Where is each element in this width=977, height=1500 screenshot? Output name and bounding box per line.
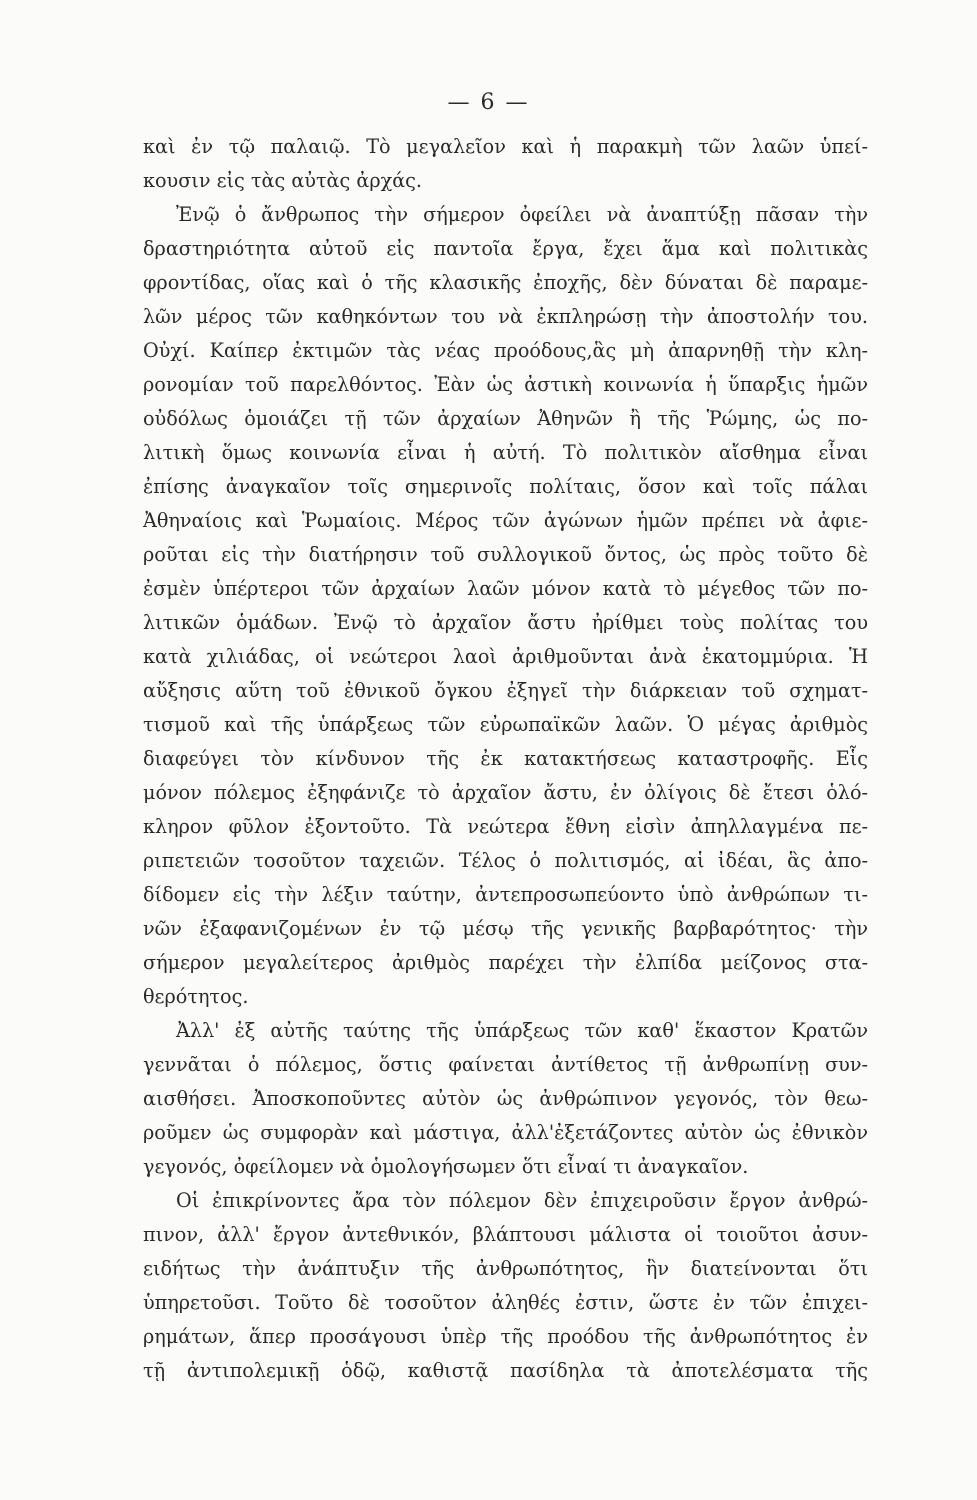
- text-line: κατὰ χιλιάδας, οἱ νεώτεροι λαοὶ ἀριθμοῦνται ἀνὰ ἑκατομμύρια. Ἡ: [143, 645, 868, 668]
- text-line: Οὐχί. Καίπερ ἐκτιμῶν τὰς νέας προόδους,ἃς μὴ ἀπαρνηθῇ τὴν κλη-: [143, 339, 868, 362]
- text-line: τῇ ἀντιπολεμικῇ ὁδῷ, καθιστᾷ πασίδηλα τὰ ἀποτελέσματα τῆς: [143, 1359, 868, 1382]
- text-line: Ἐνῷ ὁ ἄνθρωπος τὴν σήμερον ὀφείλει νὰ ἀναπτύξῃ πᾶσαν τὴν: [176, 203, 868, 226]
- text-line: λιτικῶν ὁμάδων. Ἐνῷ τὸ ἀρχαῖον ἄστυ ἠρίθμει τοὺς πολίτας του: [143, 611, 868, 634]
- text-line: γεγονός, ὀφείλομεν νὰ ὁμολογήσωμεν ὅτι εἶναί τι ἀναγκαῖον.: [143, 1155, 749, 1178]
- text-line: λιτικὴ ὅμως κοινωνία εἶναι ἡ αὐτή. Τὸ πολιτικὸν αἴσθημα εἶναι: [143, 441, 868, 464]
- text-line: γεννᾶται ὁ πόλεμος, ὅστις φαίνεται ἀντίθετος τῇ ἀνθρωπίνῃ συν-: [143, 1053, 868, 1076]
- text-line: ροῦμεν ὡς συμφορὰν καὶ μάστιγα, ἀλλ'ἐξετάζοντες αὐτὸν ὡς ἐθνικὸν: [143, 1121, 868, 1144]
- text-line: τισμοῦ καὶ τῆς ὑπάρξεως τῶν εὐρωπαϊκῶν λαῶν. Ὁ μέγας ἀριθμὸς: [143, 713, 868, 736]
- text-line: θερότητος.: [143, 985, 249, 1008]
- text-line: ρονομίαν τοῦ παρελθόντος. Ἐὰν ὡς ἀστικὴ κοινωνία ἡ ὕπαρξις ἡμῶν: [143, 373, 868, 396]
- text-line: μόνον πόλεμος ἐξηφάνιζε τὸ ἀρχαῖον ἄστυ, ἐν ὀλίγοις δὲ ἔτεσι ὁλό-: [143, 781, 868, 804]
- text-line: αισθήσει. Ἀποσκοποῦντες αὐτὸν ὡς ἀνθρώπινον γεγονός, τὸν θεω-: [143, 1087, 868, 1110]
- text-line: πινον, ἀλλ' ἔργον ἀντεθνικόν, βλάπτουσι μάλιστα οἱ τοιοῦτοι ἀσυν-: [143, 1223, 868, 1246]
- text-line: ροῦται εἰς τὴν διατήρησιν τοῦ συλλογικοῦ ὄντος, ὡς πρὸς τοῦτο δὲ: [143, 543, 868, 566]
- text-line: φροντίδας, οἵας καὶ ὁ τῆς κλασικῆς ἐποχῆς, δὲν δύναται δὲ παραμε-: [143, 271, 868, 294]
- text-line: ρημάτων, ἅπερ προσάγουσι ὑπὲρ τῆς προόδου τῆς ἀνθρωπότητος ἐν: [143, 1325, 868, 1348]
- text-line: ριπετειῶν τοσοῦτον ταχειῶν. Τέλος ὁ πολιτισμός, αἱ ἰδέαι, ἃς ἀπο-: [143, 849, 868, 872]
- text-line: Ἀλλ' ἐξ αὐτῆς ταύτης τῆς ὑπάρξεως τῶν καθ' ἕκαστον Κρατῶν: [176, 1019, 868, 1042]
- text-line: καὶ ἐν τῷ παλαιῷ. Τὸ μεγαλεῖον καὶ ἡ παρακμὴ τῶν λαῶν ὑπεί-: [143, 135, 868, 158]
- page-number: — 6 —: [447, 90, 530, 115]
- text-line: κληρον φῦλον ἐξοντοῦτο. Τὰ νεώτερα ἔθνη εἰσὶν ἀπηλλαγμένα πε-: [143, 815, 868, 838]
- text-line: ὑπηρετοῦσι. Τοῦτο δὲ τοσοῦτον ἀληθές ἐστιν, ὥστε ἐν τῶν ἐπιχει-: [143, 1291, 868, 1314]
- text-line: διαφεύγει τὸν κίνδυνον τῆς ἐκ κατακτήσεως καταστροφῆς. Εἷς: [143, 747, 868, 770]
- text-line: αὔξησις αὕτη τοῦ ἐθνικοῦ ὄγκου ἐξηγεῖ τὴν διάρκειαν τοῦ σχηματ-: [143, 679, 868, 702]
- text-line: ἐπίσης ἀναγκαῖον τοῖς σημερινοῖς πολίταις, ὅσον καὶ τοῖς πάλαι: [143, 475, 868, 498]
- text-line: κουσιν εἰς τὰς αὐτὰς ἀρχάς.: [143, 169, 423, 192]
- text-line: ἐσμὲν ὑπέρτεροι τῶν ἀρχαίων λαῶν μόνον κατὰ τὸ μέγεθος τῶν πο-: [143, 577, 868, 600]
- text-line: δίδομεν εἰς τὴν λέξιν ταύτην, ἀντεπροσωπεύοντο ὑπὸ ἀνθρώπων τι-: [143, 883, 868, 906]
- text-line: λῶν μέρος τῶν καθηκόντων του νὰ ἐκπληρώσῃ τὴν ἀποστολήν του.: [143, 305, 868, 328]
- text-line: ειδήτως τὴν ἀνάπτυξιν τῆς ἀνθρωπότητος, ἣν διατείνονται ὅτι: [143, 1257, 868, 1280]
- text-line: Οἱ ἐπικρίνοντες ἄρα τὸν πόλεμον δὲν ἐπιχειροῦσιν ἔργον ἀνθρώ-: [176, 1189, 868, 1212]
- body-text: [143, 130, 868, 1388]
- text-line: Ἀθηναίοις καὶ Ῥωμαίοις. Μέρος τῶν ἀγώνων ἡμῶν πρέπει νὰ ἀφιε-: [143, 509, 868, 532]
- text-line: οὐδόλως ὁμοιάζει τῇ τῶν ἀρχαίων Ἀθηνῶν ἢ τῆς Ῥώμης, ὡς πο-: [143, 407, 868, 430]
- text-line: νῶν ἐξαφανιζομένων ἐν τῷ μέσῳ τῆς γενικῆς βαρβαρότητος· τὴν: [143, 917, 868, 940]
- text-line: δραστηριότητα αὐτοῦ εἰς παντοῖα ἔργα, ἔχει ἅμα καὶ πολιτικὰς: [143, 237, 868, 260]
- text-line: σήμερον μεγαλείτερος ἀριθμὸς παρέχει τὴν ἐλπίδα μείζονος στα-: [143, 951, 868, 974]
